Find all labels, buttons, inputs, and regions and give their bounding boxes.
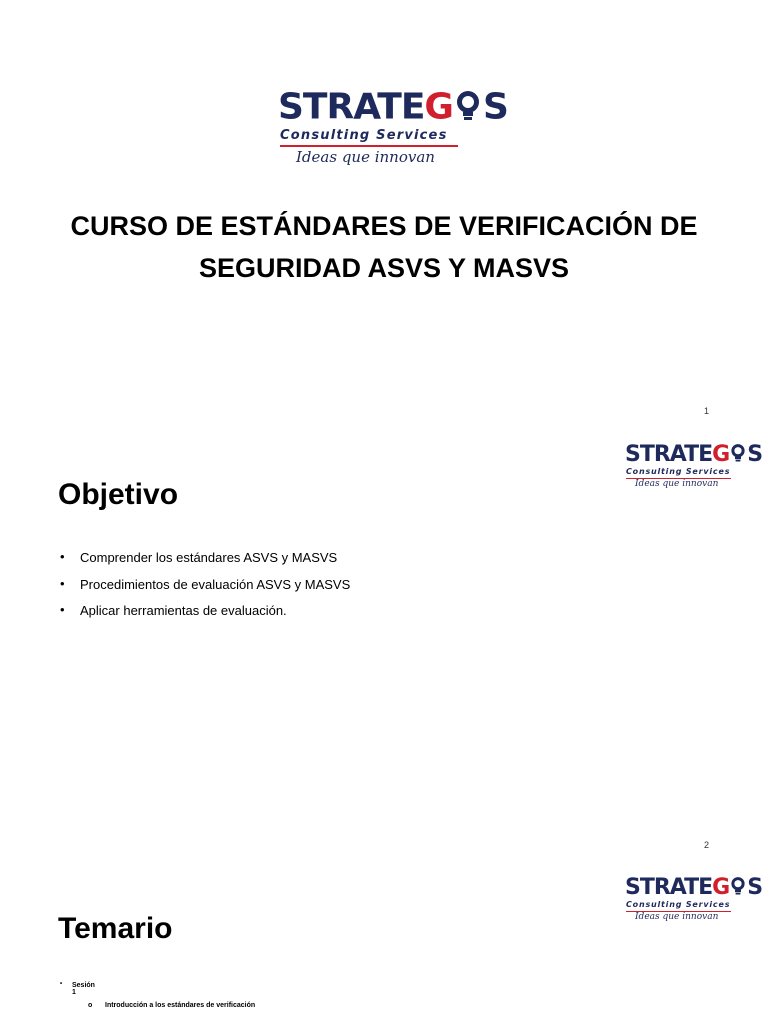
objectives-list — [60, 550, 350, 630]
lightbulb-icon — [729, 875, 747, 901]
logo-tagline: Ideas que innovan — [635, 912, 719, 922]
list-item: • Aplicar herramientas de evaluación. — [60, 602, 287, 618]
section-heading-objetivo: Objetivo — [58, 478, 179, 511]
list-item: • Procedimientos de evaluación ASVS y MASVS — [60, 575, 351, 592]
logo-tagline: Ideas que innovan — [296, 148, 435, 166]
bullet-icon: • — [60, 981, 63, 987]
logo-subtitle: Consulting Services — [280, 128, 448, 143]
logo-rule — [280, 145, 458, 147]
course-title — [60, 205, 708, 289]
logo-subtitle: Consulting Services — [626, 467, 731, 476]
slide-2 — [0, 430, 768, 860]
session-label: Sesión 1 — [72, 982, 95, 996]
logo-wordmark: STRATEG S — [625, 442, 763, 467]
logo-wordmark: STRATEG S — [625, 875, 763, 900]
session-item: Introducción a los estándares de verificación — [105, 1002, 256, 1009]
logo-wordmark: STRATEG S — [278, 86, 508, 128]
lightbulb-icon — [453, 88, 483, 129]
slide-3 — [0, 860, 768, 1024]
page-number: 1 — [704, 406, 710, 416]
bullet-icon: • — [60, 602, 65, 617]
strategos-logo-small — [625, 875, 765, 922]
bullet-icon: • — [60, 549, 65, 564]
logo-subtitle: Consulting Services — [626, 900, 731, 909]
list-item: • Comprender los estándares ASVS y MASVS — [60, 549, 338, 565]
page-number: 2 — [704, 840, 710, 850]
lightbulb-icon — [729, 442, 747, 468]
bullet-icon: • — [60, 575, 65, 591]
course-title-line-2: SEGURIDAD ASVS Y MASVS — [198, 253, 570, 283]
section-heading-temario: Temario — [58, 912, 173, 945]
slide-1 — [0, 0, 768, 430]
course-title-line-1: CURSO DE ESTÁNDARES DE VERIFICACIÓN DE — [70, 211, 698, 241]
logo-tagline: Ideas que innovan — [635, 479, 719, 489]
strategos-logo-small — [625, 442, 765, 489]
sub-bullet-icon: o — [88, 1002, 93, 1009]
strategos-logo — [278, 88, 518, 165]
